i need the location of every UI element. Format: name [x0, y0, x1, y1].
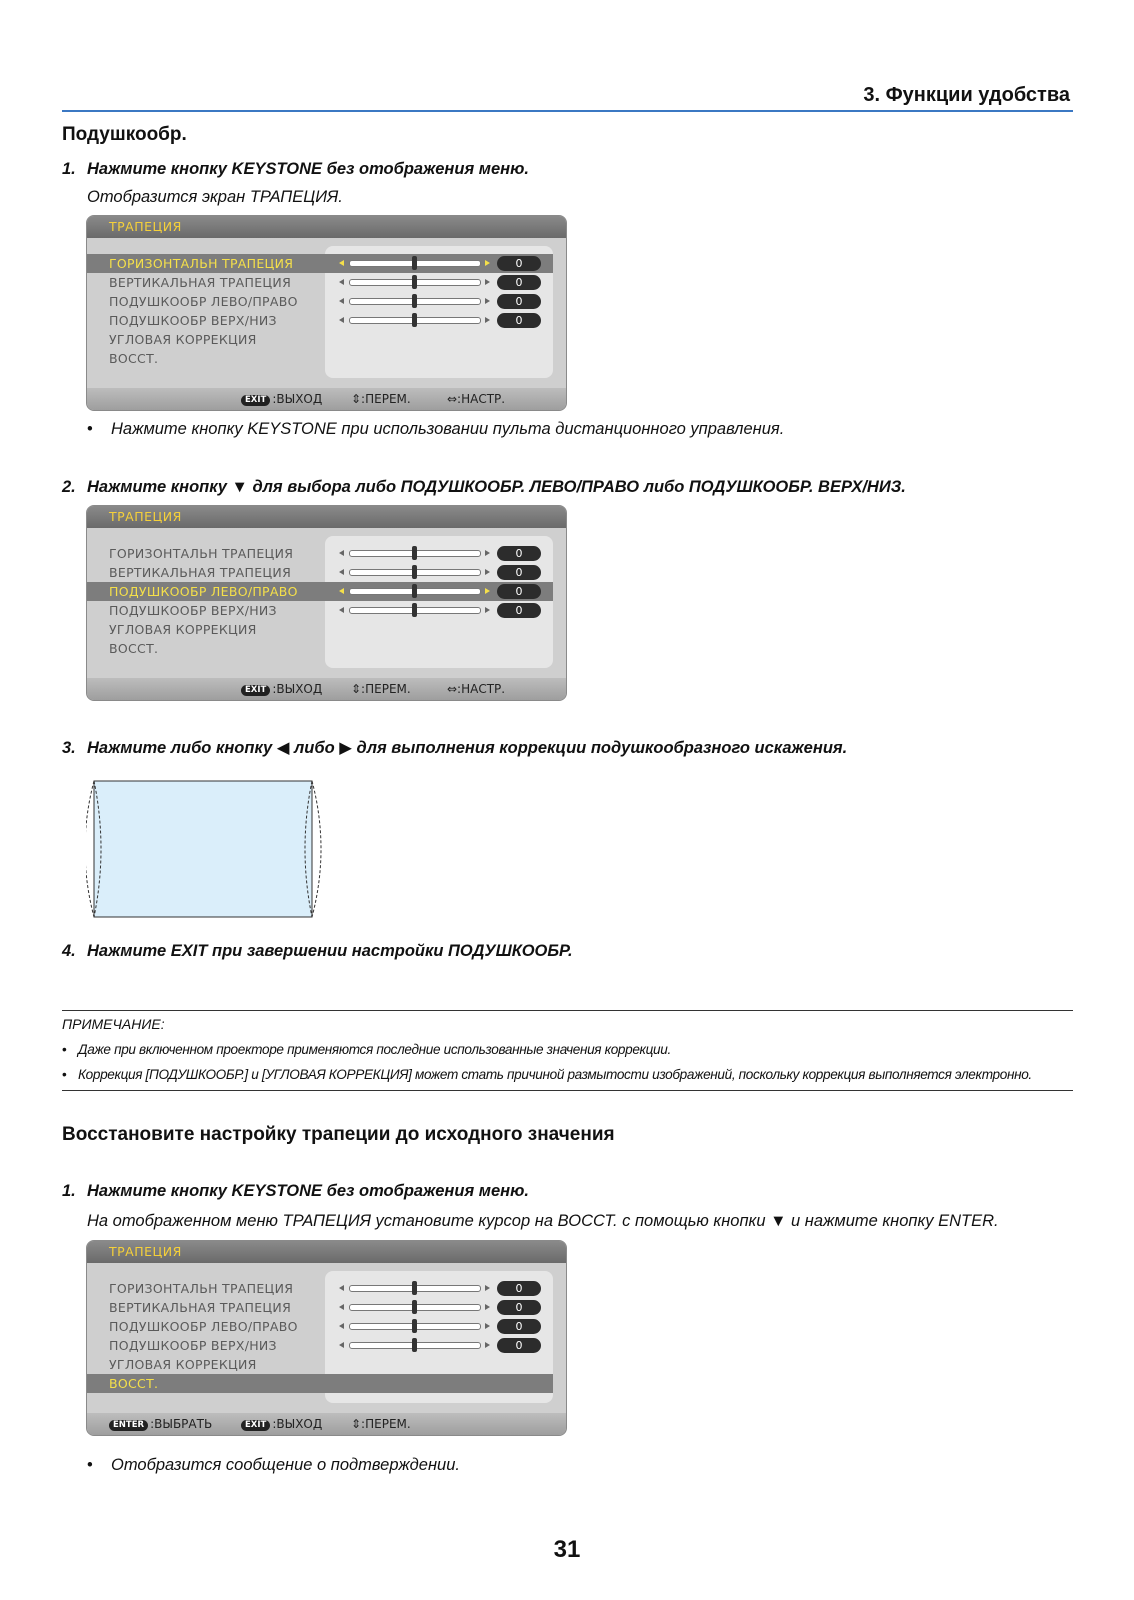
step-number: 1.	[62, 1182, 76, 1200]
right-arrow-icon	[485, 588, 490, 594]
right-arrow-icon	[485, 1323, 490, 1329]
step-text: Нажмите EXIT при завершении настройки ПОДУШКООБР.	[87, 942, 573, 960]
osd-menu-item-label: ВЕРТИКАЛЬНАЯ ТРАПЕЦИЯ	[109, 275, 292, 290]
chapter-title: 3. Функции удобства	[863, 84, 1070, 106]
osd-menu-item-label: ВОССТ.	[109, 641, 159, 656]
osd-menu-item[interactable]	[87, 601, 553, 620]
slider-knob[interactable]	[412, 313, 417, 327]
osd-menu-item[interactable]	[87, 273, 553, 292]
right-arrow-icon	[485, 260, 490, 266]
left-arrow-icon	[339, 1323, 344, 1329]
exit-key-icon: EXIT	[241, 685, 270, 696]
note-bottom-rule	[62, 1090, 1073, 1091]
right-outer-curve	[312, 781, 321, 917]
left-arrow-icon	[339, 588, 344, 594]
bullet-dot: •	[62, 1042, 67, 1057]
osd-menu-item-label: ПОДУШКООБР ЛЕВО/ПРАВО	[109, 1319, 298, 1334]
osd-footer	[87, 1413, 566, 1435]
step-text: Нажмите кнопку KEYSTONE без отображения меню.	[87, 1182, 529, 1200]
bullet-dot: •	[87, 420, 93, 438]
right-arrow-icon	[485, 317, 490, 323]
osd-title: ТРАПЕЦИЯ	[87, 216, 566, 238]
bullet-remote: • Нажмите кнопку KEYSTONE при использовании пульта дистанционного управления.	[87, 420, 785, 438]
footer-adjust: ⇔:НАСТР.	[447, 682, 506, 696]
osd-menu-item[interactable]	[87, 620, 553, 639]
osd-body	[87, 528, 566, 678]
footer-move: ⇕:ПЕРЕМ.	[351, 682, 411, 696]
left-arrow-icon	[339, 298, 344, 304]
step-text: Нажмите кнопку KEYSTONE без отображения меню.	[87, 160, 529, 178]
osd-menu-item[interactable]	[87, 582, 553, 601]
slider-value: 0	[497, 1300, 541, 1315]
slider-knob[interactable]	[412, 1300, 417, 1314]
slider-value: 0	[497, 565, 541, 580]
slider-knob[interactable]	[412, 256, 417, 270]
slider-value: 0	[497, 275, 541, 290]
page-number: 31	[553, 1536, 581, 1563]
footer-move: ⇕:ПЕРЕМ.	[351, 392, 411, 406]
right-arrow-icon	[485, 1342, 490, 1348]
slider-knob[interactable]	[412, 294, 417, 308]
right-arrow-icon	[485, 1304, 490, 1310]
osd-menu-item-label: ПОДУШКООБР ЛЕВО/ПРАВО	[109, 294, 298, 309]
exit-key-icon: EXIT	[241, 1420, 270, 1431]
slider-knob[interactable]	[412, 275, 417, 289]
right-arrow-icon	[485, 607, 490, 613]
left-arrow-icon	[339, 1285, 344, 1291]
osd-slider[interactable]	[337, 1336, 543, 1355]
footer-select: ENTER :ВЫБРАТЬ	[109, 1413, 212, 1435]
osd-body	[87, 1263, 566, 1413]
footer-move: ⇕:ПЕРЕМ.	[351, 1417, 411, 1431]
osd-menu-item-label: ВОССТ.	[109, 351, 159, 366]
footer-adjust: ⇔:НАСТР.	[447, 392, 506, 406]
osd-menu-item-label: ПОДУШКООБР ВЕРХ/НИЗ	[109, 603, 277, 618]
right-arrow-icon	[485, 550, 490, 556]
osd-slider[interactable]	[337, 582, 543, 601]
header-rule	[62, 110, 1073, 112]
slider-knob[interactable]	[412, 603, 417, 617]
osd-footer	[87, 388, 566, 410]
osd-menu-item[interactable]	[87, 1317, 553, 1336]
note-item: • Даже при включенном проекторе применяются последние использованные значения коррекции.	[62, 1042, 671, 1057]
note-item: • Коррекция [ПОДУШКООБР.] и [УГЛОВАЯ КОРРЕКЦИЯ] может стать причиной размытости изображений, поскольку коррекция выполняется электронно.	[62, 1067, 1032, 1082]
footer-exit: EXIT :ВЫХОД	[241, 678, 322, 700]
step-1	[62, 160, 529, 179]
osd-menu-item-label: ПОДУШКООБР ЛЕВО/ПРАВО	[109, 584, 298, 599]
slider-knob[interactable]	[412, 1281, 417, 1295]
left-arrow-icon	[339, 607, 344, 613]
left-arrow-icon	[339, 1304, 344, 1310]
right-arrow-icon	[485, 279, 490, 285]
osd-menu-item-label: ВЕРТИКАЛЬНАЯ ТРАПЕЦИЯ	[109, 565, 292, 580]
left-arrow-icon	[339, 569, 344, 575]
step-number: 4.	[62, 942, 76, 960]
left-arrow-icon	[339, 550, 344, 556]
bullet-dot: •	[62, 1067, 67, 1082]
step-text: Нажмите кнопку ▼ для выбора либо ПОДУШКООБР. ЛЕВО/ПРАВО либо ПОДУШКООБР. ВЕРХ/НИЗ.	[87, 478, 906, 496]
osd-slider[interactable]	[337, 254, 543, 273]
right-arrow-icon	[485, 569, 490, 575]
osd-menu-item-label: УГЛОВАЯ КОРРЕКЦИЯ	[109, 332, 257, 347]
bullet-confirm: • Отобразится сообщение о подтверждении.	[87, 1456, 460, 1474]
slider-knob[interactable]	[412, 1319, 417, 1333]
osd-slider[interactable]	[337, 563, 543, 582]
enter-key-icon: ENTER	[109, 1420, 148, 1431]
note-title: ПРИМЕЧАНИЕ:	[62, 1016, 165, 1032]
osd-menu-item[interactable]	[87, 1336, 553, 1355]
slider-value: 0	[497, 313, 541, 328]
osd-keystone-menu-1	[86, 215, 567, 411]
osd-menu-item[interactable]	[87, 563, 553, 582]
step-text: Нажмите либо кнопку ◀ либо ▶ для выполнения коррекции подушкообразного искажения.	[87, 739, 848, 757]
bullet-dot: •	[87, 1456, 93, 1474]
right-arrow-icon	[485, 298, 490, 304]
osd-body	[87, 238, 566, 388]
left-arrow-icon	[339, 317, 344, 323]
osd-menu-item-label: ПОДУШКООБР ВЕРХ/НИЗ	[109, 313, 277, 328]
section-title-reset: Восстановите настройку трапеции до исходного значения	[62, 1124, 615, 1145]
osd-menu-item[interactable]	[87, 1298, 553, 1317]
left-arrow-icon	[339, 260, 344, 266]
slider-knob[interactable]	[412, 565, 417, 579]
osd-slider[interactable]	[337, 544, 543, 563]
osd-menu-item-label: ГОРИЗОНТАЛЬН ТРАПЕЦИЯ	[109, 1281, 294, 1296]
osd-slider[interactable]	[337, 1279, 543, 1298]
slider-value: 0	[497, 1281, 541, 1296]
step-1-reset-detail: На отображенном меню ТРАПЕЦИЯ установите курсор на ВОССТ. с помощью кнопки ▼ и нажмите кнопку ENTER.	[87, 1212, 999, 1230]
osd-slider[interactable]	[337, 273, 543, 292]
step-number: 1.	[62, 160, 76, 178]
osd-menu-item[interactable]	[87, 1374, 553, 1393]
step-1-reset	[62, 1182, 529, 1201]
osd-menu-item[interactable]	[87, 349, 553, 368]
osd-menu-item-label: УГЛОВАЯ КОРРЕКЦИЯ	[109, 622, 257, 637]
osd-menu-item-label: ВЕРТИКАЛЬНАЯ ТРАПЕЦИЯ	[109, 1300, 292, 1315]
slider-knob[interactable]	[412, 584, 417, 598]
osd-menu-item-label: УГЛОВАЯ КОРРЕКЦИЯ	[109, 1357, 257, 1372]
osd-slider[interactable]	[337, 601, 543, 620]
footer-exit: EXIT :ВЫХОД	[241, 388, 322, 410]
slider-value: 0	[497, 294, 541, 309]
step-1-result: Отобразится экран ТРАПЕЦИЯ.	[87, 188, 343, 206]
exit-key-icon: EXIT	[241, 395, 270, 406]
osd-menu-item-label: ВОССТ.	[109, 1376, 159, 1391]
osd-footer	[87, 678, 566, 700]
step-number: 2.	[62, 478, 76, 496]
osd-slider[interactable]	[337, 292, 543, 311]
osd-slider[interactable]	[337, 311, 543, 330]
slider-knob[interactable]	[412, 546, 417, 560]
osd-menu-item[interactable]	[87, 1279, 553, 1298]
osd-title: ТРАПЕЦИЯ	[87, 1241, 566, 1263]
step-3	[62, 738, 847, 758]
slider-value: 0	[497, 1338, 541, 1353]
step-number: 3.	[62, 739, 76, 757]
slider-value: 0	[497, 546, 541, 561]
left-arrow-icon	[339, 1342, 344, 1348]
pincushion-correction-diagram	[86, 776, 326, 926]
slider-value: 0	[497, 1319, 541, 1334]
slider-value: 0	[497, 256, 541, 271]
slider-value: 0	[497, 584, 541, 599]
osd-slider[interactable]	[337, 1317, 543, 1336]
footer-exit: EXIT :ВЫХОД	[241, 1413, 322, 1435]
osd-menu-item-label: ГОРИЗОНТАЛЬН ТРАПЕЦИЯ	[109, 256, 294, 271]
osd-menu-item[interactable]	[87, 311, 553, 330]
osd-menu-item[interactable]	[87, 254, 553, 273]
osd-keystone-menu-2	[86, 505, 567, 701]
slider-knob[interactable]	[412, 1338, 417, 1352]
osd-title: ТРАПЕЦИЯ	[87, 506, 566, 528]
osd-menu-item[interactable]	[87, 544, 553, 563]
left-arrow-icon	[339, 279, 344, 285]
projected-image-rect	[94, 781, 312, 917]
left-outer-curve	[86, 781, 94, 917]
osd-menu-item[interactable]	[87, 1355, 553, 1374]
osd-keystone-menu-3	[86, 1240, 567, 1436]
osd-menu-item[interactable]	[87, 639, 553, 658]
note-top-rule	[62, 1010, 1073, 1011]
osd-menu-item-label: ГОРИЗОНТАЛЬН ТРАПЕЦИЯ	[109, 546, 294, 561]
step-2	[62, 478, 906, 497]
slider-value: 0	[497, 603, 541, 618]
section-title-pincushion: Подушкообр.	[62, 124, 187, 145]
osd-menu-item[interactable]	[87, 330, 553, 349]
right-arrow-icon	[485, 1285, 490, 1291]
osd-slider[interactable]	[337, 1298, 543, 1317]
osd-menu-item[interactable]	[87, 292, 553, 311]
osd-menu-item-label: ПОДУШКООБР ВЕРХ/НИЗ	[109, 1338, 277, 1353]
step-4	[62, 942, 573, 961]
